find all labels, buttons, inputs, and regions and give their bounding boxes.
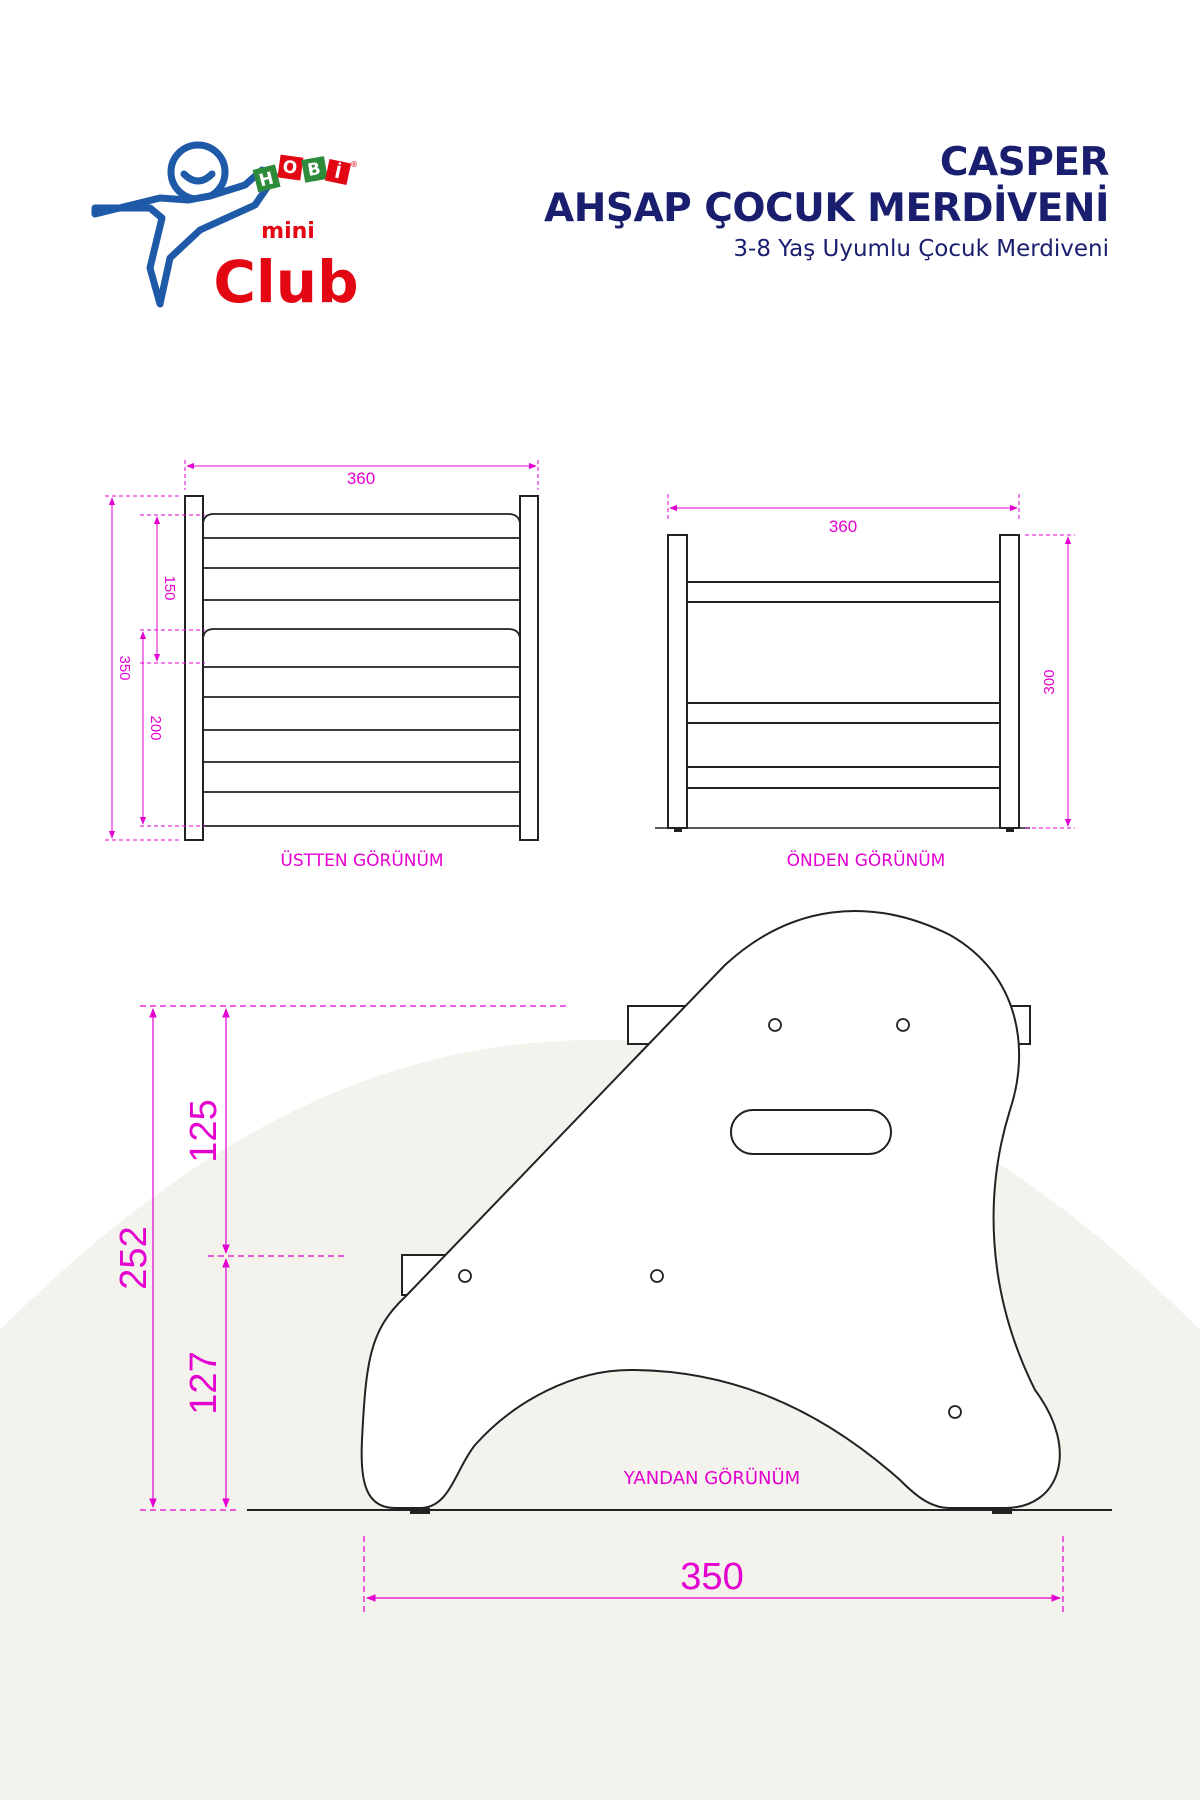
screw-hole	[651, 1270, 663, 1282]
upper-rung	[687, 582, 1000, 602]
title-block	[544, 140, 1109, 264]
front-left-leg	[668, 535, 687, 828]
product-title: CASPER	[939, 140, 1109, 185]
brand-letter-h: H	[257, 168, 276, 192]
middle-rung-top	[687, 703, 1000, 723]
front-right-leg	[1000, 535, 1019, 828]
top-width-dimension: 360	[346, 469, 376, 488]
logo	[95, 145, 359, 316]
side-upper-step-dimension: 125	[183, 1099, 225, 1163]
screw-hole	[459, 1270, 471, 1282]
side-total-height-dimension: 252	[113, 1226, 155, 1290]
front-width-dimension: 360	[828, 517, 858, 536]
front-height-dimension: 300	[1041, 669, 1058, 695]
front-view-label: ÖNDEN GÖRÜNÜM	[786, 851, 946, 871]
top-upper-dimension: 150	[161, 575, 178, 601]
brand-letter-i: İ	[332, 162, 343, 184]
product-name: AHŞAP ÇOCUK MERDİVENİ	[544, 186, 1109, 231]
handle-hole	[731, 1110, 891, 1154]
top-lower-dimension: 200	[147, 715, 164, 741]
side-view-label: YANDAN GÖRÜNÜM	[623, 1468, 801, 1489]
screw-hole	[949, 1406, 961, 1418]
logo-mini-text: mini	[261, 219, 315, 244]
screw-hole	[769, 1019, 781, 1031]
product-subtitle: 3-8 Yaş Uyumlu Çocuk Merdiveni	[733, 236, 1109, 262]
side-length-dimension: 350	[680, 1556, 744, 1598]
side-lower-step-dimension: 127	[183, 1351, 225, 1415]
right-side-panel	[520, 496, 538, 840]
front-view	[655, 494, 1075, 871]
top-view	[105, 460, 538, 871]
left-side-panel	[185, 496, 203, 840]
brand-letter-o: O	[281, 157, 299, 179]
hobi-letter-blocks	[253, 155, 358, 193]
brand-letter-b: B	[306, 159, 323, 181]
logo-club-text: Club	[213, 248, 359, 316]
middle-rung-bottom	[687, 767, 1000, 788]
top-depth-dimension: 350	[116, 655, 133, 681]
screw-hole	[897, 1019, 909, 1031]
top-view-label: ÜSTTEN GÖRÜNÜM	[280, 851, 444, 871]
registered-mark: ®	[350, 160, 358, 169]
